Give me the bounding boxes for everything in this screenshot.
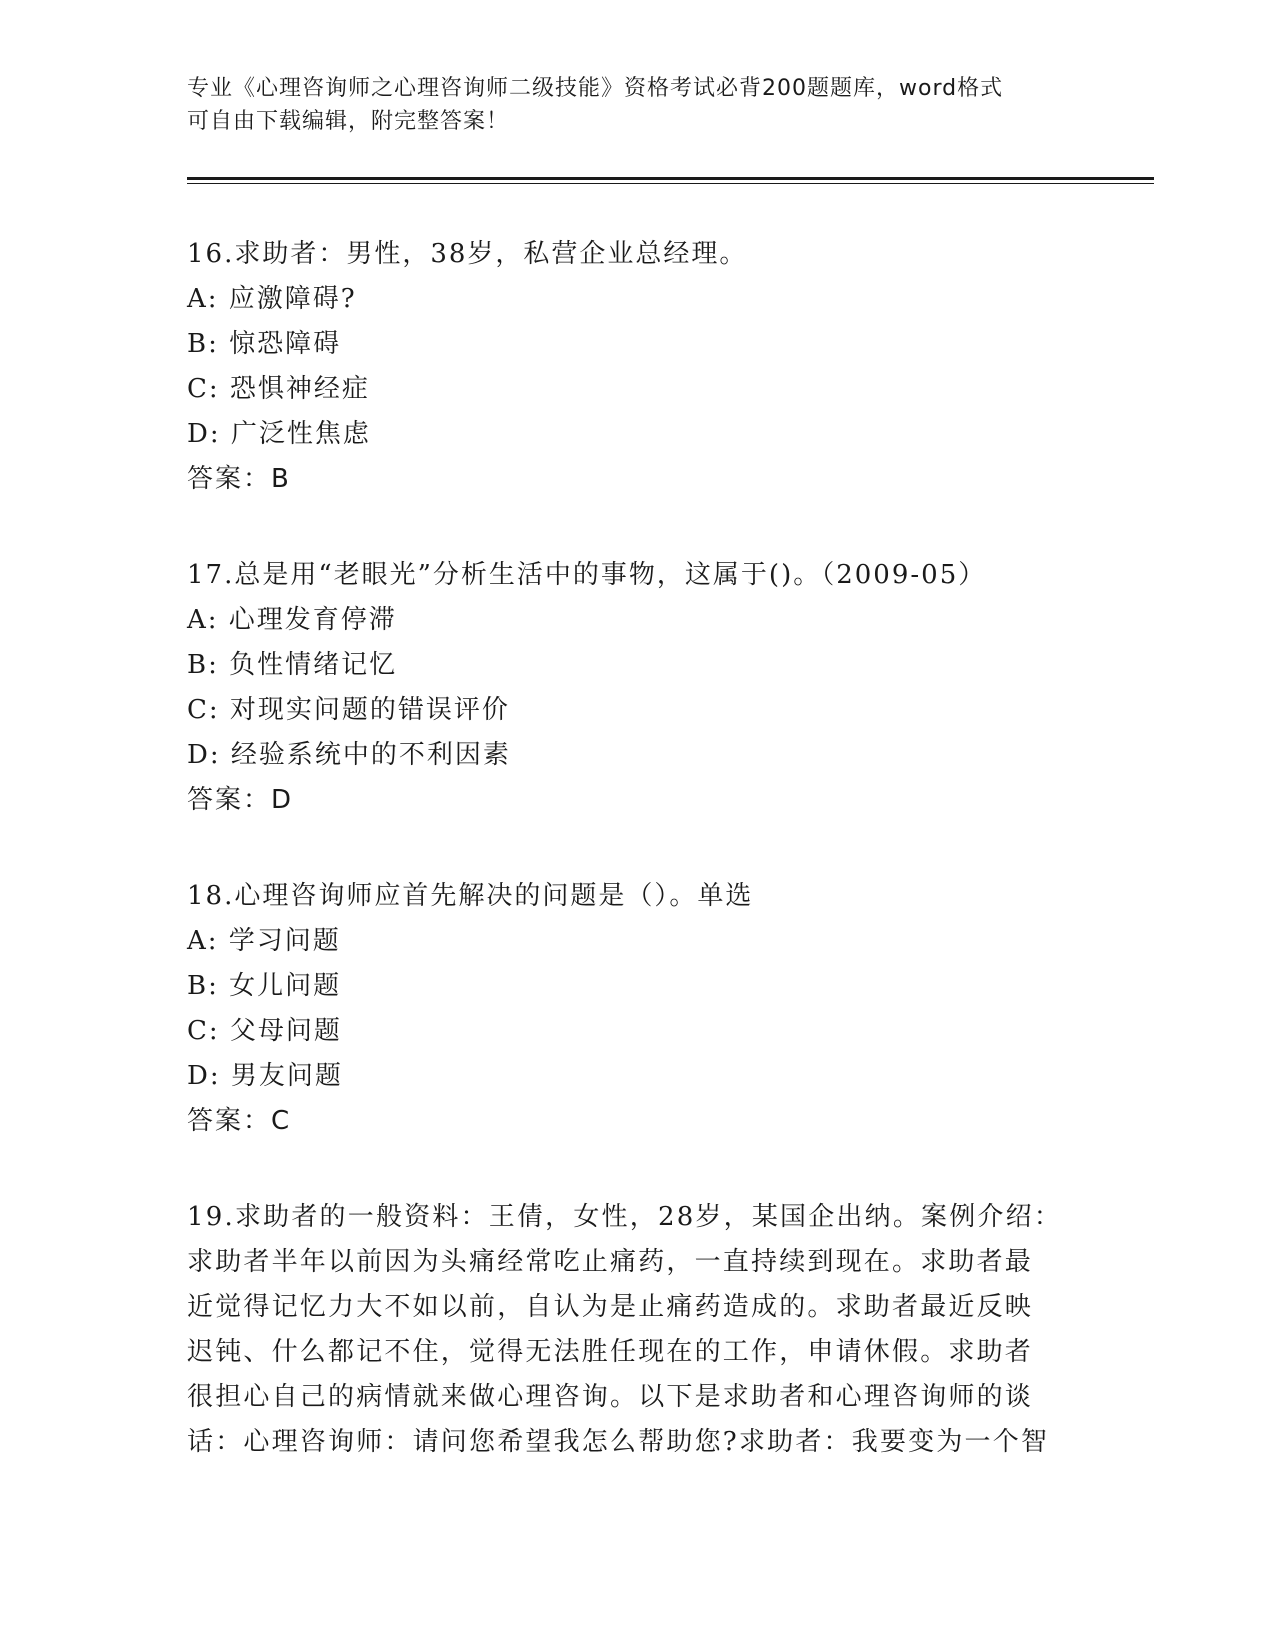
question-19 (187, 1195, 1087, 1465)
question-17 (187, 553, 1077, 823)
answer-line: 答案：D (187, 785, 294, 815)
option-d: D: 广泛性焦虑 (187, 419, 371, 449)
option-b: B: 惊恐障碍 (187, 329, 342, 359)
header-line-1: 专业《心理咨询师之心理咨询师二级技能》资格考试必背200题题库，word格式 (187, 76, 1004, 101)
option-a: A: 应激障碍? (187, 284, 357, 314)
option-c: C: 对现实问题的错误评价 (187, 695, 510, 725)
question-list (187, 232, 1077, 1465)
paragraph-line: 求助者半年以前因为头痛经常吃止痛药，一直持续到现在。求助者最 (187, 1247, 1034, 1277)
option-c: C: 父母问题 (187, 1016, 342, 1046)
option-d: D: 男友问题 (187, 1061, 343, 1091)
option-b: B: 负性情绪记忆 (187, 650, 398, 680)
paragraph-line: 近觉得记忆力大不如以前，自认为是止痛药造成的。求助者最近反映 (187, 1292, 1034, 1322)
question-16 (187, 232, 1077, 502)
document-header (187, 72, 1077, 138)
option-a: A: 学习问题 (187, 926, 341, 956)
question-18 (187, 874, 1077, 1144)
paragraph-line: 话：心理咨询师：请问您希望我怎么帮助您?求助者：我要变为一个智 (187, 1427, 1050, 1457)
question-stem: 16.求助者：男性，38岁，私营企业总经理。 (187, 239, 748, 269)
option-b: B: 女儿问题 (187, 971, 342, 1001)
question-stem: 18.心理咨询师应首先解决的问题是（）。单选 (187, 881, 754, 911)
paragraph-line: 19.求助者的一般资料：王倩，女性，28岁，某国企出纳。案例介绍： (187, 1202, 1063, 1232)
option-a: A: 心理发育停滞 (187, 605, 397, 635)
header-divider-thin (187, 183, 1154, 184)
answer-line: 答案：B (187, 464, 291, 494)
option-d: D: 经验系统中的不利因素 (187, 740, 511, 770)
header-divider-thick (187, 177, 1154, 180)
paragraph-line: 很担心自己的病情就来做心理咨询。以下是求助者和心理咨询师的谈 (187, 1382, 1034, 1412)
question-stem: 17.总是用“老眼光”分析生活中的事物，这属于()。（2009-05） (187, 560, 987, 590)
paragraph-line: 迟钝、什么都记不住，觉得无法胜任现在的工作，申请休假。求助者 (187, 1337, 1034, 1367)
answer-line: 答案：C (187, 1106, 292, 1136)
header-line-2: 可自由下载编辑，附完整答案！ (187, 109, 510, 134)
option-c: C: 恐惧神经症 (187, 374, 370, 404)
